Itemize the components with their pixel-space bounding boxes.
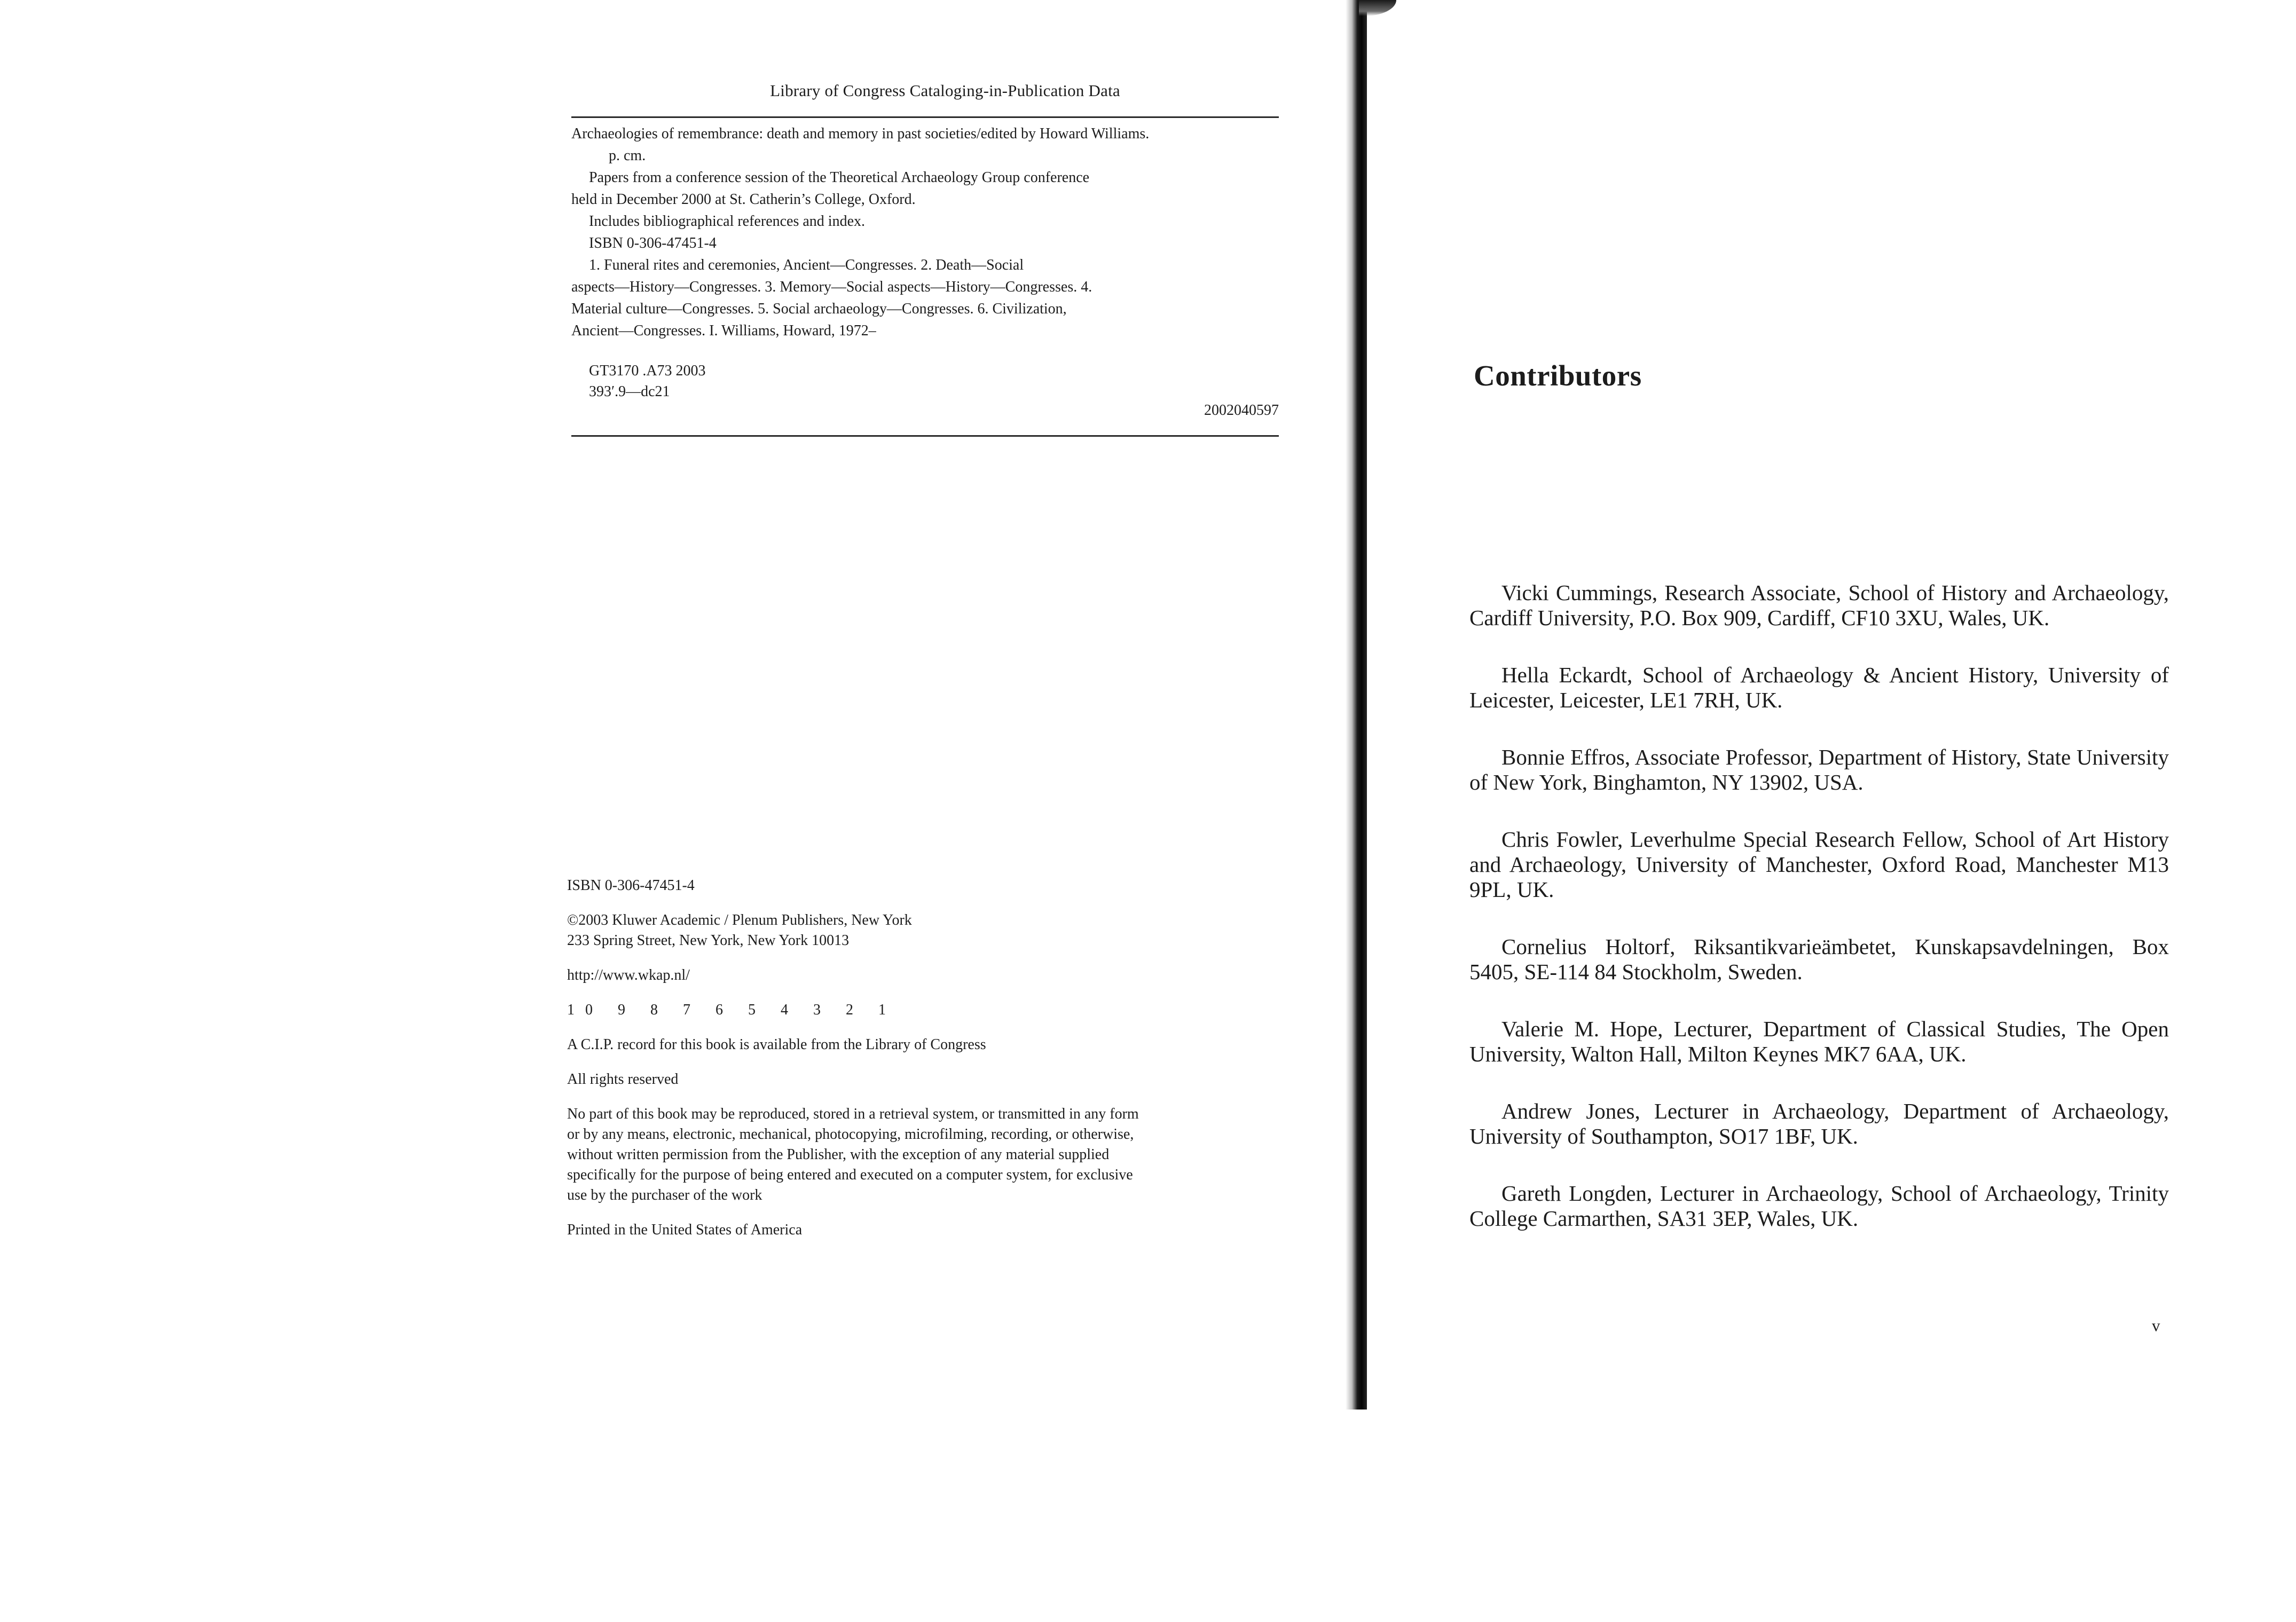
notice-line: use by the purchaser of the work: [567, 1187, 762, 1203]
cip-isbn-line: ISBN 0-306-47451-4: [589, 235, 717, 251]
page-title: Contributors: [1474, 359, 1642, 392]
cip-physical-line: p. cm.: [609, 147, 646, 164]
lccn-number: 2002040597: [1204, 402, 1279, 419]
cip-top-rule: [571, 116, 1279, 118]
cip-heading: Library of Congress Cataloging-in-Publication Data: [770, 81, 1120, 100]
contributor-entry: Vicki Cummings, Research Associate, School of History and Archaeology, Cardiff University, P.O. Box 909, Cardiff, CF10 3XU, Wales, UK.: [1469, 580, 2169, 630]
cip-note-line: Includes bibliographical references and index.: [589, 213, 866, 230]
cip-note-line: Papers from a conference session of the Theoretical Archaeology Group conference: [589, 169, 1090, 186]
contributor-entry: Cornelius Holtorf, Riksantikvarieämbetet, Kunskapsavdelningen, Box 5405, SE-114 84 Stockholm, Sweden.: [1469, 934, 2169, 984]
book-gutter: [1346, 0, 1367, 1410]
cip-note-line: held in December 2000 at St. Catherin’s College, Oxford.: [571, 191, 916, 208]
cip-record-note: A C.I.P. record for this book is available from the Library of Congress: [567, 1036, 986, 1053]
imprint-block: [567, 876, 1288, 1255]
notice-line: or by any means, electronic, mechanical, photocopying, microfilming, recording, or otherwise,: [567, 1126, 1134, 1143]
contributor-entry: Chris Fowler, Leverhulme Special Research Fellow, School of Art History and Archaeology, University of Manchester, Oxford Road, Manchester M13 9PL, UK.: [1469, 827, 2169, 902]
contributor-entry: Hella Eckardt, School of Archaeology & Ancient History, University of Leicester, Leicester, LE1 7RH, UK.: [1469, 663, 2169, 712]
contributors-page: [1367, 0, 2296, 1622]
cip-subject-line: Material culture—Congresses. 5. Social archaeology—Congresses. 6. Civilization,: [571, 301, 1067, 317]
publisher-url: http://www.wkap.nl/: [567, 967, 690, 983]
dewey-classification: 393′.9—dc21: [589, 383, 670, 400]
cip-subject-line: 1. Funeral rites and ceremonies, Ancient—Congresses. 2. Death—Social: [589, 257, 1024, 273]
notice-line: specifically for the purpose of being entered and executed on a computer system, for exclusive: [567, 1167, 1133, 1183]
cip-subject-line: aspects—History—Congresses. 3. Memory—Social aspects—History—Congresses. 4.: [571, 279, 1092, 295]
cip-record: [571, 123, 1279, 342]
printed-in-line: Printed in the United States of America: [567, 1222, 803, 1238]
contributors-list: [1469, 580, 2169, 1263]
imprint-isbn: ISBN 0-306-47451-4: [567, 877, 695, 894]
contributor-entry: Gareth Longden, Lecturer in Archaeology, School of Archaeology, Trinity College Carmarthen, SA31 3EP, Wales, UK.: [1469, 1181, 2169, 1231]
cip-bottom-rule: [571, 435, 1279, 437]
print-line: 10 9 8 7 6 5 4 3 2 1: [567, 1002, 897, 1018]
contributor-entry: Andrew Jones, Lecturer in Archaeology, Department of Archaeology, University of Southampton, SO17 1BF, UK.: [1469, 1099, 2169, 1148]
call-number-block: [589, 360, 706, 402]
reproduction-notice: [567, 1104, 1288, 1206]
call-number: GT3170 .A73 2003: [589, 363, 706, 379]
page-number: v: [2152, 1316, 2160, 1335]
publisher-address: 233 Spring Street, New York, New York 10013: [567, 932, 850, 949]
contributor-entry: Bonnie Effros, Associate Professor, Department of History, State University of New York, Binghamton, NY 13902, USA.: [1469, 745, 2169, 794]
cip-title-line: Archaeologies of remembrance: death and memory in past societies/edited by Howard Williams.: [571, 125, 1150, 142]
contributor-entry: Valerie M. Hope, Lecturer, Department of Classical Studies, The Open University, Walton Hall, Milton Keynes MK7 6AA, UK.: [1469, 1017, 2169, 1066]
cip-subject-line: Ancient—Congresses. I. Williams, Howard, 1972–: [571, 322, 876, 339]
notice-line: without written permission from the Publisher, with the exception of any material supplied: [567, 1146, 1110, 1163]
rights-line: All rights reserved: [567, 1071, 679, 1088]
notice-line: No part of this book may be reproduced, stored in a retrieval system, or transmitted in any form: [567, 1106, 1139, 1122]
copyright-line: ©2003 Kluwer Academic / Plenum Publishers, New York: [567, 912, 912, 928]
